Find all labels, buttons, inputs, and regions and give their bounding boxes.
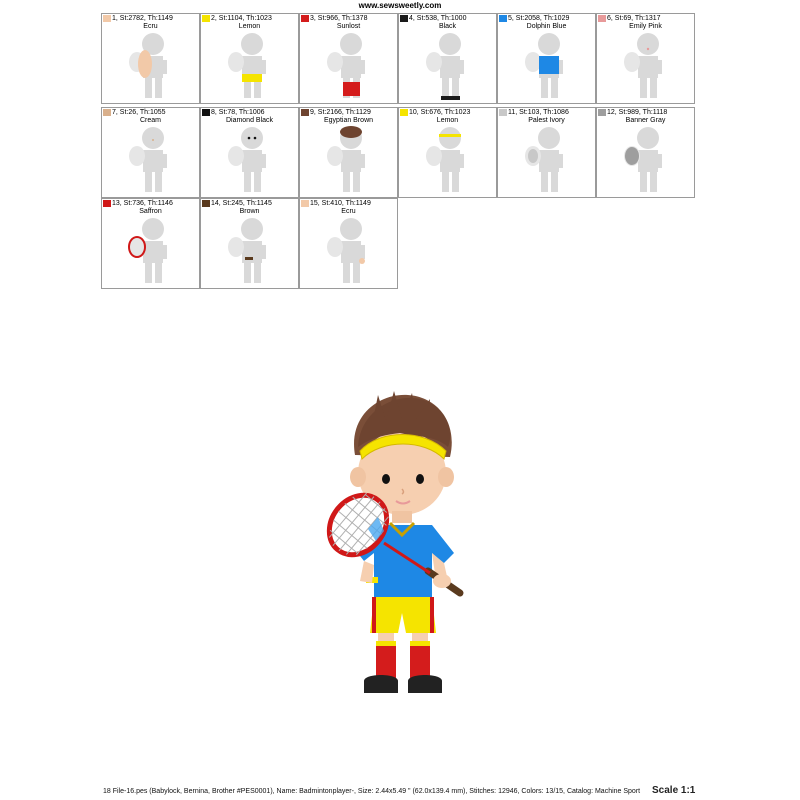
color-step-stats: 13, St:736, Th:1146 [112, 200, 173, 207]
color-swatch [301, 15, 309, 22]
color-swatch [499, 15, 507, 22]
color-step-stats: 3, St:966, Th:1378 [310, 15, 368, 22]
shorts [370, 597, 436, 633]
color-step-caption [301, 15, 396, 23]
stitched-part-highlight [439, 134, 461, 137]
color-step-caption [202, 200, 297, 208]
color-step-cell [200, 198, 299, 289]
color-step-stats: 12, St:989, Th:1118 [607, 109, 668, 116]
color-swatch [400, 15, 408, 22]
color-step-cell [299, 198, 398, 289]
color-step-cell [497, 13, 596, 104]
stitched-part-highlight [343, 82, 360, 96]
stitched-part-highlight [359, 258, 365, 264]
right-ear [438, 467, 454, 487]
badminton-player-silhouette-icon [126, 217, 176, 289]
thread-name: Diamond Black [225, 117, 274, 124]
badminton-player-silhouette-icon [324, 217, 374, 289]
thread-name: Saffron [139, 208, 162, 215]
thread-name: Sunlost [336, 23, 361, 30]
thread-name: Egyptian Brown [323, 117, 374, 124]
right-hand [433, 574, 451, 588]
stitched-part-highlight [248, 137, 251, 140]
thread-name: Ecru [341, 208, 356, 215]
color-step-caption [202, 109, 297, 117]
color-step-caption [499, 109, 594, 117]
badminton-player-embroidery [320, 385, 480, 705]
color-step-caption [400, 15, 495, 23]
thread-name: Palest Ivory [528, 117, 565, 124]
stitched-part-highlight [528, 149, 538, 163]
badminton-player-silhouette-icon [423, 126, 473, 198]
color-swatch [301, 109, 309, 116]
badminton-player-silhouette-icon [621, 32, 671, 104]
color-step-stats: 14, St:245, Th:1145 [211, 200, 272, 207]
right-sock [410, 641, 430, 679]
badminton-player-silhouette-icon [126, 32, 176, 104]
color-step-stats: 2, St:1104, Th:1023 [211, 15, 272, 22]
thread-name: Black [438, 23, 457, 30]
badminton-player-silhouette-icon [225, 126, 275, 198]
thread-name: Emily Pink [629, 23, 662, 30]
badminton-player-silhouette-icon [621, 126, 671, 198]
color-swatch [202, 109, 210, 116]
color-swatch [598, 109, 606, 116]
color-step-stats: 7, St:26, Th:1055 [112, 109, 166, 116]
badminton-player-silhouette-icon [126, 126, 176, 198]
thread-name: Banner Gray [625, 117, 666, 124]
color-step-cell [299, 107, 398, 198]
stitched-part-highlight [625, 147, 639, 165]
color-step-cell [299, 13, 398, 104]
color-step-cell [200, 13, 299, 104]
scale-label: Scale 1:1 [652, 785, 696, 796]
color-step-caption [103, 15, 198, 23]
stitched-part-highlight [647, 48, 649, 50]
neck [392, 511, 412, 523]
color-step-cell [200, 107, 299, 198]
right-shoe [408, 675, 442, 693]
color-step-caption [301, 200, 396, 208]
badminton-player-silhouette-icon [225, 32, 275, 104]
color-swatch [400, 109, 408, 116]
badminton-player-silhouette-icon [423, 32, 473, 104]
color-step-caption [400, 109, 495, 117]
color-swatch [202, 200, 210, 207]
color-step-caption [598, 109, 693, 117]
color-step-stats: 4, St:538, Th:1000 [409, 15, 467, 22]
left-ear [350, 467, 366, 487]
color-step-cell [101, 13, 200, 104]
badminton-player-silhouette-icon [225, 217, 275, 289]
left-shoe [364, 675, 398, 693]
color-step-caption [103, 109, 198, 117]
badminton-player-silhouette-icon [522, 126, 572, 198]
color-step-stats: 11, St:103, Th:1086 [508, 109, 569, 116]
thread-name: Cream [139, 117, 161, 124]
thread-name: Dolphin Blue [526, 23, 567, 30]
site-header [0, 0, 800, 12]
color-step-cell [101, 107, 200, 198]
shorts-stripe-left [372, 597, 376, 633]
stitched-part-highlight [245, 257, 253, 260]
left-arm [360, 561, 374, 583]
color-step-caption [499, 15, 594, 23]
stitched-part-highlight [539, 56, 559, 74]
badminton-player-silhouette-icon [324, 126, 374, 198]
badminton-player-silhouette-icon [324, 32, 374, 104]
stitched-part-highlight [242, 74, 262, 82]
color-swatch [598, 15, 606, 22]
badminton-player-silhouette-icon [522, 32, 572, 104]
color-step-stats: 1, St:2782, Th:1149 [112, 15, 173, 22]
color-step-stats: 8, St:78, Th:1006 [211, 109, 265, 116]
color-step-stats: 9, St:2166, Th:1129 [310, 109, 371, 116]
color-swatch [301, 200, 309, 207]
color-step-stats: 15, St:410, Th:1149 [310, 200, 371, 207]
thread-name: Lemon [436, 117, 459, 124]
color-step-caption [103, 200, 198, 208]
color-swatch [103, 200, 111, 207]
left-sock [376, 641, 396, 679]
shorts-stripe-right [430, 597, 434, 633]
color-step-caption [598, 15, 693, 23]
thread-name: Ecru [143, 23, 158, 30]
left-eye [382, 474, 390, 484]
color-step-stats: 10, St:676, Th:1023 [409, 109, 471, 116]
right-eye [416, 474, 424, 484]
color-swatch [202, 15, 210, 22]
color-step-cell [398, 13, 497, 104]
color-step-stats: 5, St:2058, Th:1029 [508, 15, 570, 22]
color-step-caption [202, 15, 297, 23]
stitched-part-highlight [152, 139, 154, 141]
color-step-caption [301, 109, 396, 117]
color-step-stats: 6, St:69, Th:1317 [607, 15, 661, 22]
stitched-part-highlight [340, 126, 362, 138]
color-swatch [103, 15, 111, 22]
color-swatch [103, 109, 111, 116]
thread-name: Lemon [238, 23, 261, 30]
left-sock-band [376, 641, 396, 646]
color-swatch [499, 109, 507, 116]
stitched-part-highlight [138, 50, 152, 78]
design-info-text: 18 File-16.pes (Babylock, Bernina, Brother #PES0001), Name: Badmintonplayer-, Size: 2.44x5.49 " (62.0x139.4 mm), Stitches: 12946, Colors: 13/15, Catalog: Machine Sport [103, 788, 641, 795]
color-step-cell [398, 107, 497, 198]
right-sock-band [410, 641, 430, 646]
color-step-cell [596, 13, 695, 104]
stitched-part-highlight [441, 96, 460, 100]
thread-name: Brown [239, 208, 260, 215]
site-url: www.sewsweetly.com [358, 1, 442, 10]
color-step-cell [497, 107, 596, 198]
color-step-cell [596, 107, 695, 198]
design-info-footer [103, 787, 640, 796]
color-step-cell [101, 198, 200, 289]
